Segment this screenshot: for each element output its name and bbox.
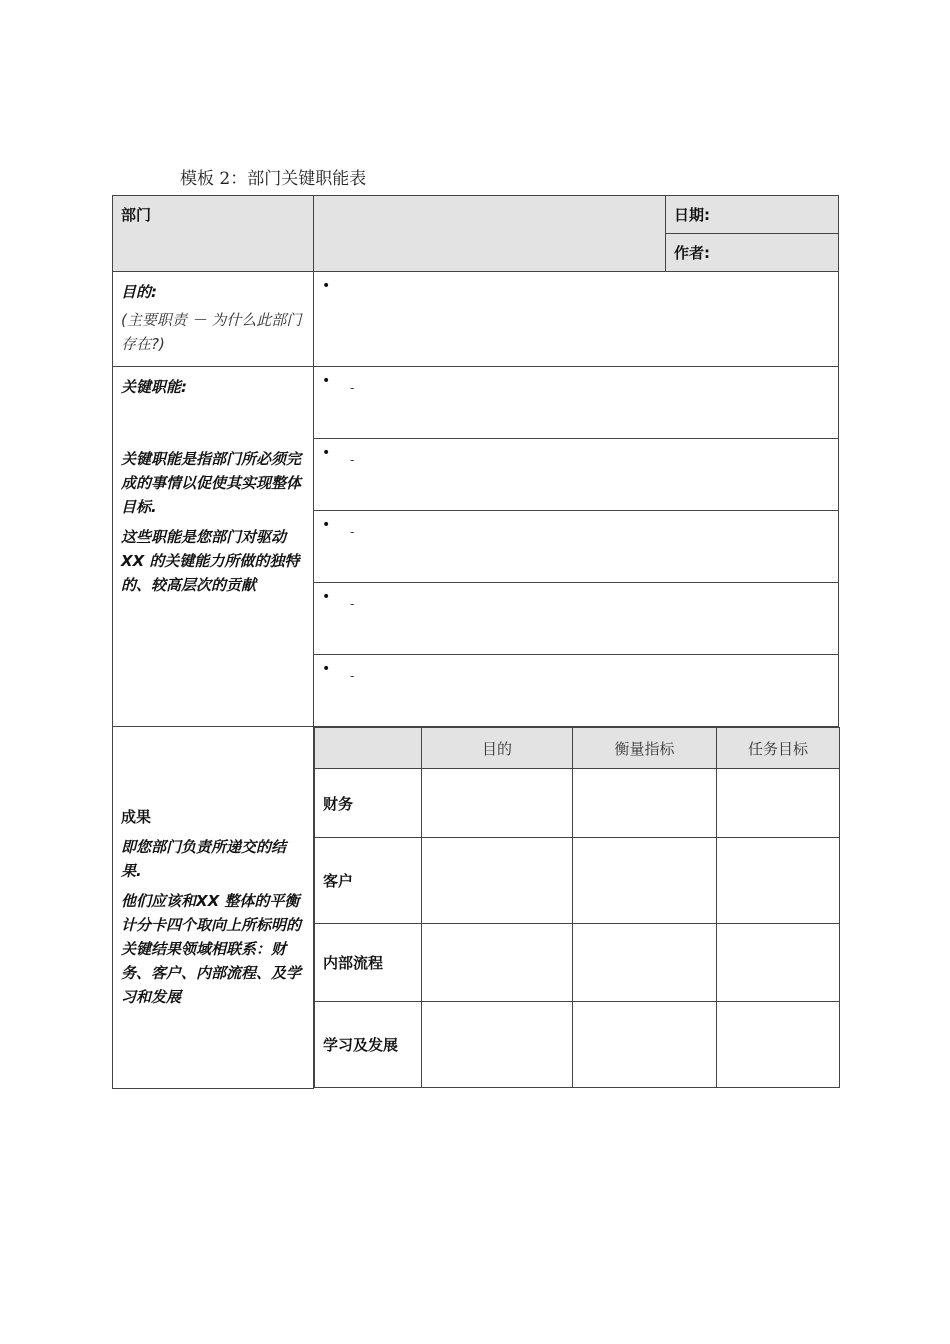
grid-header-blank xyxy=(315,728,422,769)
grid-cell[interactable] xyxy=(573,838,717,924)
author-label: 作者: xyxy=(674,244,710,262)
dash-marker: - xyxy=(350,597,355,611)
bullet-icon: • xyxy=(322,373,331,389)
grid-header-metrics: 衡量指标 xyxy=(573,728,717,769)
bullet-icon: • xyxy=(322,589,331,605)
grid-header-purpose: 目的 xyxy=(422,728,573,769)
grid-cell[interactable] xyxy=(422,1002,573,1088)
grid-cell[interactable] xyxy=(717,1002,840,1088)
purpose-content-cell[interactable] xyxy=(314,272,839,367)
bullet-icon: • xyxy=(322,517,331,533)
grid-row-label: 内部流程 xyxy=(315,924,422,1002)
grid-cell[interactable] xyxy=(717,924,840,1002)
bullet-icon: • xyxy=(322,278,331,294)
grid-row-label: 学习及发展 xyxy=(315,1002,422,1088)
dept-label: 部门 xyxy=(121,206,152,224)
grid-cell[interactable] xyxy=(573,769,717,838)
dept-value-cell[interactable] xyxy=(314,196,666,272)
outcomes-grid xyxy=(314,727,840,1088)
dash-marker: - xyxy=(350,525,355,539)
purpose-note: (主要职责 － 为什么此部门存在?) xyxy=(121,311,302,353)
grid-cell[interactable] xyxy=(717,769,840,838)
grid-cell[interactable] xyxy=(422,838,573,924)
functions-desc-2: 这些职能是您部门对驱动XX 的关键能力所做的独特的、较高层次的贡献 xyxy=(121,528,300,594)
purpose-label: 目的: xyxy=(121,283,157,301)
outcomes-desc-1: 即您部门负责所递交的结果. xyxy=(121,838,287,881)
grid-header-targets: 任务目标 xyxy=(717,728,840,769)
document-title: 模板 2：部门关键职能表 xyxy=(180,169,367,189)
bullet-icon: • xyxy=(322,445,331,461)
function-item-cell[interactable] xyxy=(314,511,839,583)
functions-label-cell xyxy=(113,367,314,727)
date-label: 日期: xyxy=(674,206,710,224)
function-item-cell[interactable] xyxy=(314,583,839,655)
outcomes-label: 成果 xyxy=(121,808,152,827)
function-item-cell[interactable] xyxy=(314,655,839,727)
key-functions-table xyxy=(112,195,839,1089)
dash-marker: - xyxy=(350,669,355,683)
date-cell[interactable] xyxy=(666,196,839,234)
dash-marker: - xyxy=(350,453,355,467)
outcomes-grid-cell xyxy=(314,727,839,1089)
bullet-icon: • xyxy=(322,661,331,677)
function-item-cell[interactable] xyxy=(314,439,839,511)
grid-cell[interactable] xyxy=(573,1002,717,1088)
function-item-cell[interactable] xyxy=(314,367,839,439)
grid-row-label: 财务 xyxy=(315,769,422,838)
grid-cell[interactable] xyxy=(573,924,717,1002)
purpose-label-cell xyxy=(113,272,314,367)
functions-desc-1: 关键职能是指部门所必须完成的事情以促使其实现整体目标. xyxy=(121,450,302,516)
functions-label: 关键职能: xyxy=(121,378,187,396)
outcomes-label-cell xyxy=(113,727,314,1089)
grid-cell[interactable] xyxy=(422,769,573,838)
outcomes-desc-2: 他们应该和XX 整体的平衡计分卡四个取向上所标明的关键结果领域相联系：财务、客户、内部流程、及学习和发展 xyxy=(121,892,302,1007)
dash-marker: - xyxy=(350,381,355,395)
grid-row-label: 客户 xyxy=(315,838,422,924)
grid-cell[interactable] xyxy=(717,838,840,924)
author-cell[interactable] xyxy=(666,234,839,272)
grid-cell[interactable] xyxy=(422,924,573,1002)
dept-label-cell xyxy=(113,196,314,272)
